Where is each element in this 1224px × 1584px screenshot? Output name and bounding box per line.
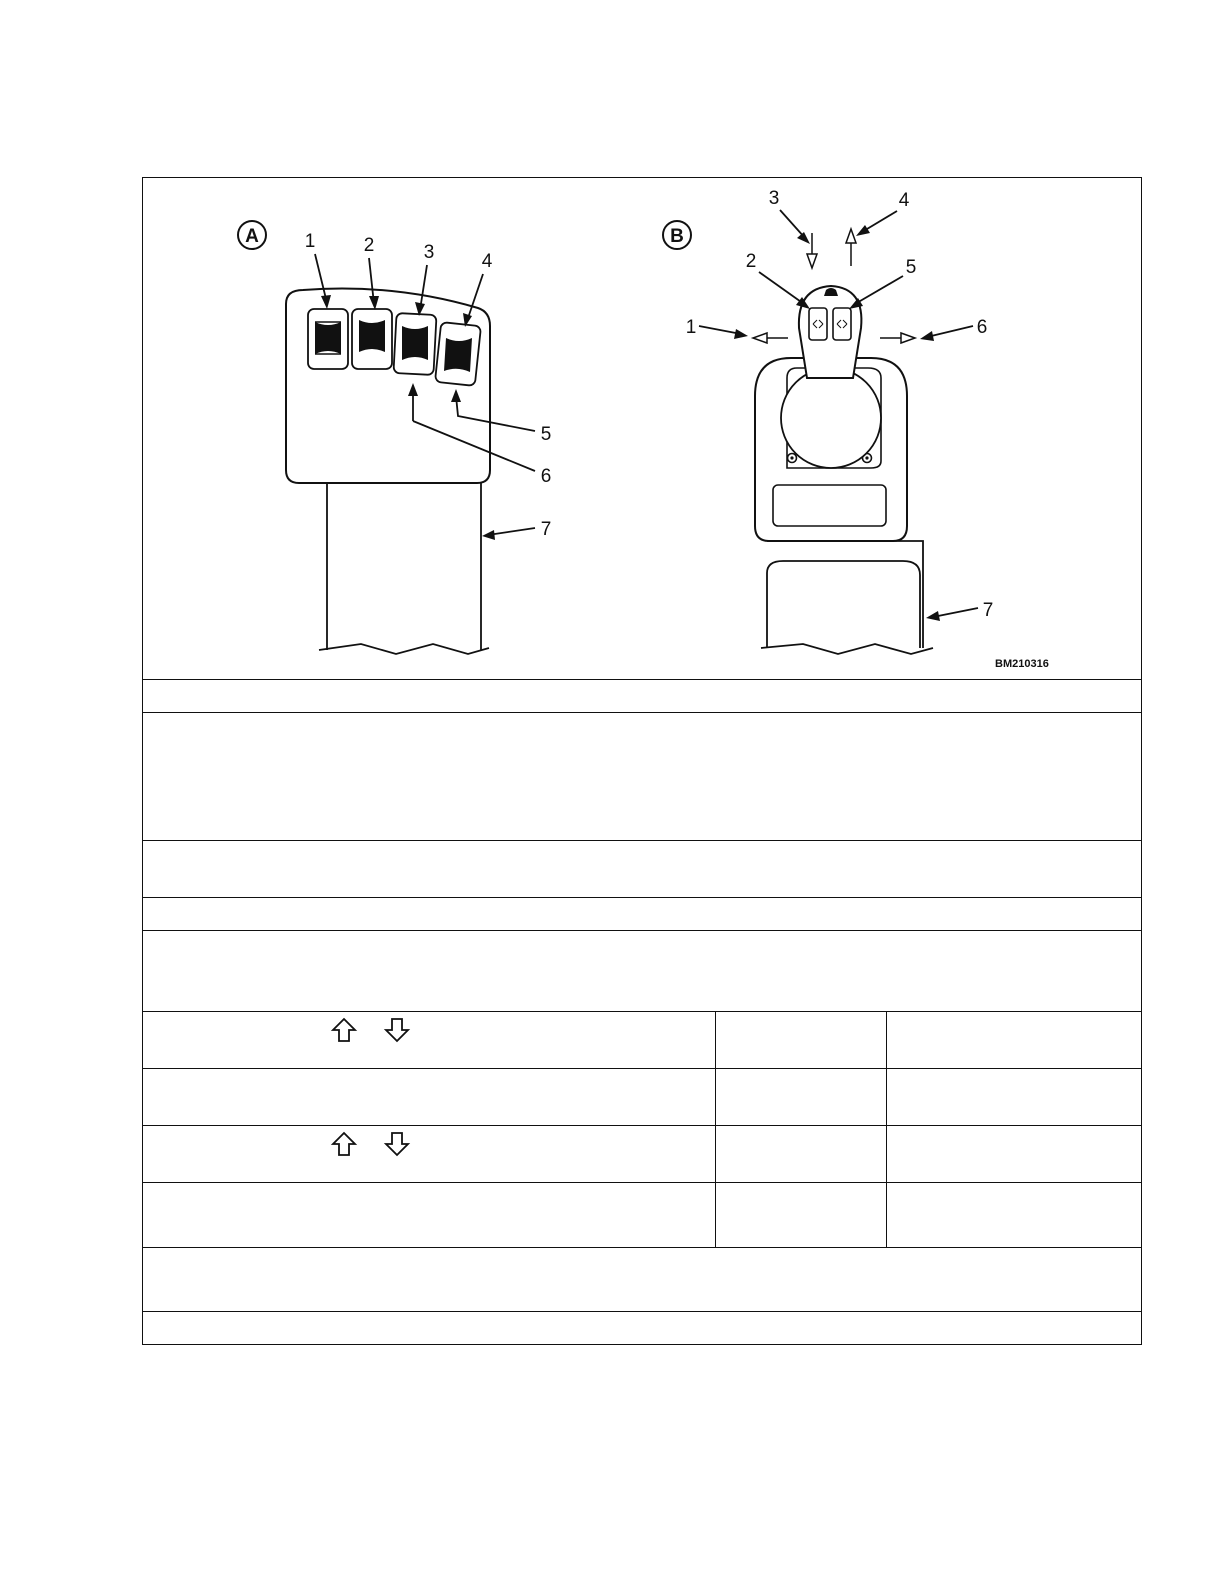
table-rule bbox=[142, 930, 1142, 931]
table-rule bbox=[142, 897, 1142, 898]
callout-b-3: 3 bbox=[768, 188, 780, 209]
arrow-up-outline-icon bbox=[333, 1133, 355, 1155]
view-a-label: A bbox=[245, 226, 259, 247]
column-rule bbox=[886, 1011, 887, 1247]
callout-b-6: 6 bbox=[976, 317, 988, 338]
table-rule bbox=[142, 840, 1142, 841]
arrow-up-outline-icon bbox=[333, 1019, 355, 1041]
table-rule bbox=[142, 1125, 1142, 1126]
callout-b-1: 1 bbox=[685, 317, 697, 338]
document-frame bbox=[142, 177, 1142, 1345]
column-rule bbox=[715, 1011, 716, 1247]
callout-a-6: 6 bbox=[540, 466, 552, 487]
arrow-down-outline-icon bbox=[386, 1019, 408, 1041]
table-rule bbox=[142, 1311, 1142, 1312]
table-rule bbox=[142, 1247, 1142, 1248]
callout-a-4: 4 bbox=[481, 251, 493, 272]
callout-b-7: 7 bbox=[982, 600, 994, 621]
table-rule bbox=[142, 1068, 1142, 1069]
table-row-1-arrows bbox=[330, 1017, 414, 1045]
callout-a-3: 3 bbox=[423, 242, 435, 263]
table-rule bbox=[142, 712, 1142, 713]
callout-b-2: 2 bbox=[745, 251, 757, 272]
table-row-3-arrows bbox=[330, 1131, 414, 1159]
view-b-label: B bbox=[670, 226, 684, 247]
arrow-down-outline-icon bbox=[386, 1133, 408, 1155]
callout-b-5: 5 bbox=[905, 257, 917, 278]
callout-a-7: 7 bbox=[540, 519, 552, 540]
table-rule bbox=[142, 1011, 1142, 1012]
callout-a-5: 5 bbox=[540, 424, 552, 445]
callout-a-1: 1 bbox=[304, 231, 316, 252]
callout-a-2: 2 bbox=[363, 235, 375, 256]
table-rule bbox=[142, 679, 1142, 680]
figure-code: BM210316 bbox=[995, 658, 1049, 670]
callout-b-4: 4 bbox=[898, 190, 910, 211]
table-rule bbox=[142, 1182, 1142, 1183]
